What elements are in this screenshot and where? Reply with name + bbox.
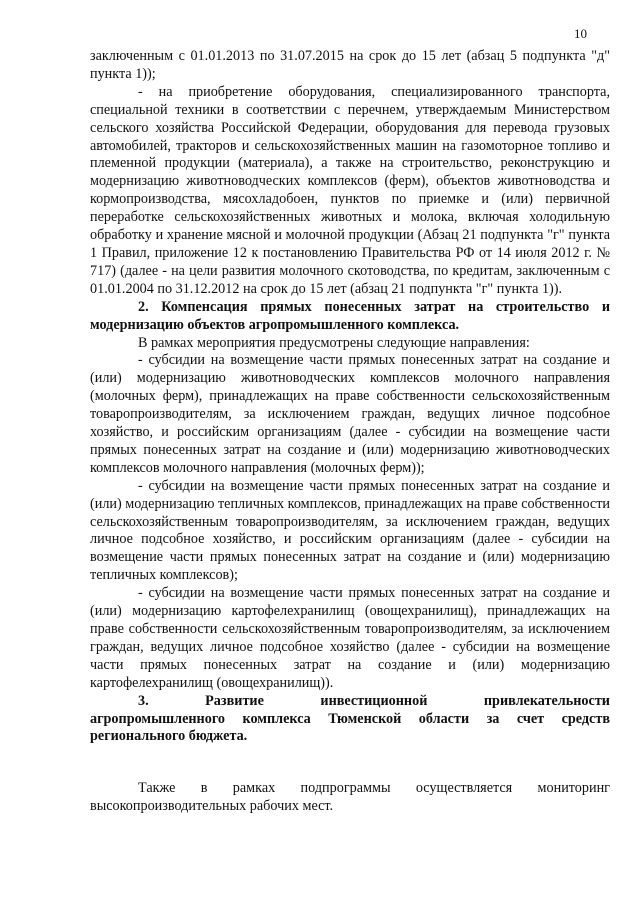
heading-3-number: 3. bbox=[138, 692, 149, 709]
heading-3-word-1: Развитие bbox=[205, 692, 264, 709]
paragraph-greenhouse-subsidies: - субсидии на возмещение части прямых понесенных затрат на создание и (или) модернизацию тепличных комплексов, принадлежащих на праве собственности сельскохозяйственным товаропроизводителям, за исключением граждан, ведущих личное подсобное хозяйство, и российским организациям (далее - субсидии на возмещение части прямых понесенных затрат на создание и (или) модернизацию тепличных комплексов); bbox=[90, 477, 610, 584]
section-heading-3 bbox=[90, 693, 610, 711]
paragraph-monitoring: Также в рамках подпрограммы осуществляется мониторинг высокопроизводительных рабочих мест. bbox=[90, 780, 610, 815]
heading-3-word-2: инвестиционной bbox=[320, 692, 428, 709]
paragraph-storage-subsidies: - субсидии на возмещение части прямых понесенных затрат на создание и (или) модернизацию картофелехранилищ (овощехранилищ), принадлежащих на праве собственности сельскохозяйственным товаропроизводителям, за исключением граждан, ведущих личное подсобное хозяйство (далее - субсидии на возмещение части прямых понесенных затрат на создание и (или) модернизацию картофелехранилищ (овощехранилищ)). bbox=[90, 585, 610, 691]
section-heading-2: 2. Компенсация прямых понесенных затрат на строительство и модернизацию объектов агропромышленного комплекса. bbox=[90, 298, 610, 333]
paragraph-directions-intro: В рамках мероприятия предусмотрены следующие направления: bbox=[138, 334, 530, 351]
page-number: 10 bbox=[574, 26, 587, 41]
paragraph-dairy-subsidies: - субсидии на возмещение части прямых понесенных затрат на создание и (или) модернизацию животноводческих комплексов молочного направления (молочных ферм), принадлежащих на праве собственности сельскохозяйственным товаропроизводителям, за исключением граждан, ведущих личное подсобное хозяйство, и российским организациям (далее - субсидии на возмещение части прямых понесенных затрат на создание и (или) модернизацию животноводческих комплексов молочного направления (молочных ферм)); bbox=[90, 352, 610, 476]
paragraph-equipment-purchase: - на приобретение оборудования, специализированного транспорта, специальной техники в соответствии с перечнем, утверждаемым Министерством сельского хозяйства Российской Федерации, оборудования для перевода грузовых автомобилей, тракторов и сельскохозяйственных машин на газомоторное топливо и племенной продукции (материала), а также на строительство, реконструкцию и модернизацию животноводческих комплексов (ферм), объектов животноводства и кормопроизводства, мясохладобоен, пунктов по приемке и (или) первичной переработке сельскохозяйственных животных и молока, включая холодильную обработку и хранение мясной и молочной продукции (Абзац 21 подпункта "г" пункта 1 Правил, приложение 12 к постановлению Правительства РФ от 14 июля 2012 г. № 717) (далее - на цели развития молочного скотоводства, по кредитам, заключенным с 01.01.2004 по 31.12.2012 на срок до 15 лет (абзац 21 подпункта "г" пункта 1)). bbox=[90, 83, 610, 297]
document-body bbox=[90, 48, 610, 816]
spacer bbox=[90, 746, 610, 780]
heading-3-word-3: привлекательности bbox=[483, 692, 610, 709]
section-heading-3-continuation: агропромышленного комплекса Тюменской области за счет средств регионального бюджета. bbox=[90, 710, 610, 745]
paragraph-continuation: заключенным с 01.01.2013 по 31.07.2015 на срок до 15 лет (абзац 5 подпункта "д" пункта 1)); bbox=[90, 48, 610, 82]
